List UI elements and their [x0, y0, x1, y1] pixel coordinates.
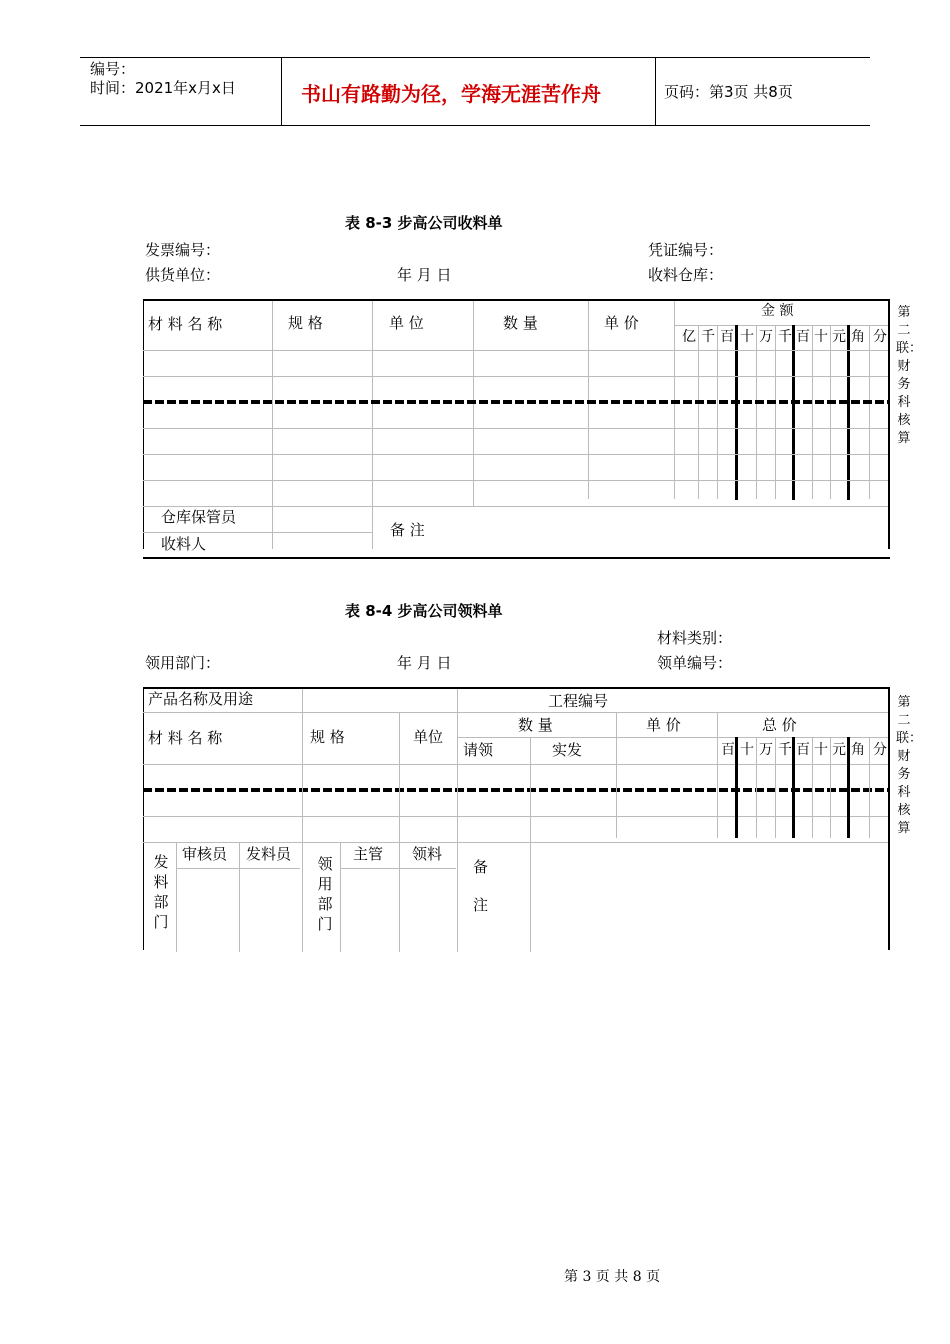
warehouse-label: 收料仓库：: [648, 266, 724, 284]
col-total: 总 价: [762, 716, 797, 734]
digit-label: 百: [720, 329, 734, 345]
col-unit-price: 单 价: [646, 716, 681, 734]
digit-label: 元: [832, 329, 846, 345]
page-footer: 第 3 页 共 8 页: [564, 1269, 661, 1285]
use-dept-label: 领用部门：: [145, 654, 221, 672]
digit-label: 十: [740, 742, 754, 758]
issuer-label: 发料员: [246, 845, 292, 863]
digit-label: 十: [740, 329, 754, 345]
remark-label: 备 注: [390, 521, 425, 539]
col-quantity: 数 量: [518, 716, 553, 734]
motto: 书山有路勤为径，学海无涯苦作舟: [301, 82, 601, 106]
supervisor-label: 主管: [353, 845, 384, 863]
digit-label: 分: [873, 329, 887, 345]
voucher-number-label: 凭证编号：: [648, 241, 724, 259]
col-material-name: 材 料 名 称: [148, 729, 223, 747]
digit-label: 角: [851, 329, 865, 345]
supplier-label: 供货单位：: [145, 266, 221, 284]
col-spec: 规 格: [288, 314, 323, 332]
use-dept-vertical-label: 领用部门: [317, 855, 333, 933]
receiver-label: 收料人: [161, 535, 207, 553]
digit-label: 千: [778, 329, 792, 345]
col-quantity: 数 量: [503, 314, 538, 332]
digit-label: 万: [759, 329, 773, 345]
col-unit: 单 位: [389, 314, 424, 332]
issue-dept-label: 发料部门: [153, 853, 169, 931]
doc-number-label: 编号：: [90, 60, 136, 78]
material-type-label: 材料类别：: [657, 629, 733, 647]
digit-label: 百: [796, 329, 810, 345]
col-spec: 规 格: [310, 728, 345, 746]
product-use-label: 产品名称及用途: [148, 690, 254, 708]
digit-label: 元: [832, 742, 846, 758]
requisition-number-label: 领单编号：: [657, 654, 733, 672]
col-material-name: 材 料 名 称: [148, 315, 223, 333]
remark-label-top: 备: [473, 858, 489, 876]
requisition-side-note: 第二联：财务科核算: [896, 695, 923, 836]
qty-requested-label: 请领: [463, 741, 494, 759]
warehouse-keeper-label: 仓库保管员: [161, 508, 237, 526]
col-unit: 单位: [413, 728, 444, 746]
digit-label: 亿: [682, 329, 696, 345]
receipt-title: 表 8-3 步高公司收料单: [345, 214, 503, 232]
receipt-side-note: 第二联：财务科核算: [896, 305, 923, 446]
auditor-label: 审核员: [182, 845, 228, 863]
digit-label: 角: [851, 742, 865, 758]
digit-label: 百: [721, 742, 735, 758]
col-unit-price: 单 价: [604, 314, 639, 332]
invoice-number-label: 发票编号：: [145, 241, 221, 259]
requisition-date: 年 月 日: [397, 654, 452, 672]
digit-label: 百: [796, 742, 810, 758]
digit-label: 十: [814, 742, 828, 758]
receipt-date: 年 月 日: [397, 266, 452, 284]
digit-label: 千: [778, 742, 792, 758]
digit-label: 分: [873, 742, 887, 758]
digit-label: 万: [759, 742, 773, 758]
project-number-label: 工程编号: [548, 692, 609, 710]
digit-label: 千: [701, 329, 715, 345]
page-label: 页码：第3页 共8页: [664, 83, 793, 101]
qty-actual-label: 实发: [552, 741, 583, 759]
collector-label: 领料: [412, 845, 443, 863]
requisition-title: 表 8-4 步高公司领料单: [345, 602, 503, 620]
remark-label-bottom: 注: [473, 896, 489, 914]
col-amount: 金 额: [761, 303, 794, 319]
time-label: 时间：2021年x月x日: [90, 79, 236, 97]
digit-label: 十: [814, 329, 828, 345]
